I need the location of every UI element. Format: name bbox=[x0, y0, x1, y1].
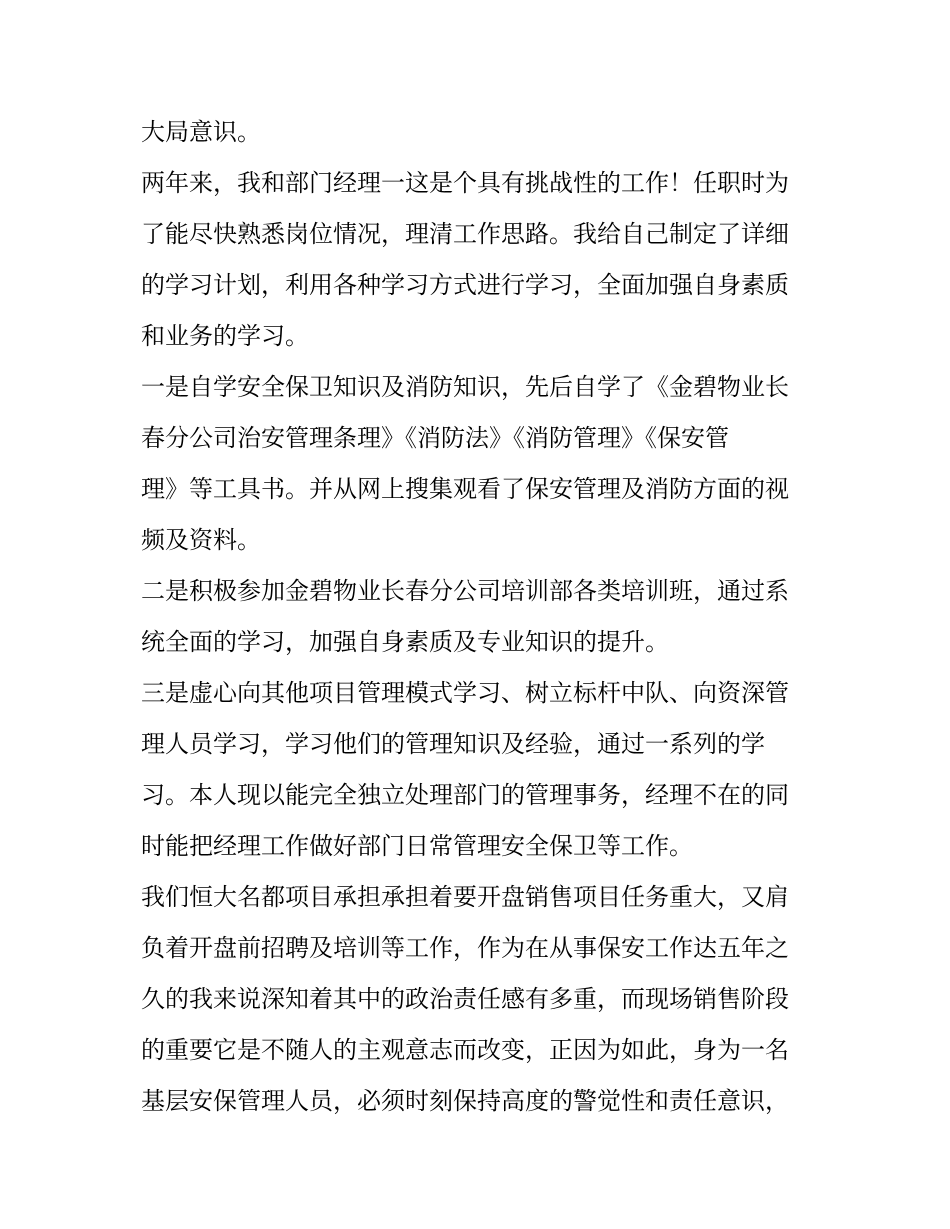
text-line: 理人员学习，学习他们的管理知识及经验，通过一系列的学 bbox=[141, 730, 765, 758]
text-line: 的重要它是不随人的主观意志而改变，正因为如此，身为一名 bbox=[141, 1036, 789, 1064]
text-line: 三是虚心向其他项目管理模式学习、树立标杆中队、向资深管 bbox=[141, 679, 789, 707]
text-line: 理》等工具书。并从网上搜集观看了保安管理及消防方面的视 bbox=[141, 475, 789, 503]
text-line: 习。本人现以能完全独立处理部门的管理事务，经理不在的同 bbox=[141, 781, 789, 809]
text-line: 基层安保管理人员，必须时刻保持高度的警觉性和责任意识， bbox=[141, 1087, 789, 1115]
text-line: 两年来，我和部门经理一这是个具有挑战性的工作！任职时为 bbox=[141, 169, 789, 197]
text-line: 的学习计划，利用各种学习方式进行学习，全面加强自身素质 bbox=[141, 271, 789, 299]
document-body bbox=[141, 107, 816, 1127]
text-line: 和业务的学习。 bbox=[141, 322, 309, 350]
text-line: 久的我来说深知着其中的政治责任感有多重，而现场销售阶段 bbox=[141, 985, 789, 1013]
text-line: 大局意识。 bbox=[141, 118, 261, 146]
text-line: 统全面的学习，加强自身素质及专业知识的提升。 bbox=[141, 628, 669, 656]
text-line: 春分公司治安管理条理》《消防法》《消防管理》《保安管 bbox=[141, 424, 729, 452]
text-line: 了能尽快熟悉岗位情况，理清工作思路。我给自己制定了详细 bbox=[141, 220, 789, 248]
text-line: 时能把经理工作做好部门日常管理安全保卫等工作。 bbox=[141, 832, 693, 860]
text-line: 负着开盘前招聘及培训等工作，作为在从事保安工作达五年之 bbox=[141, 934, 789, 962]
text-line: 我们恒大名都项目承担承担着要开盘销售项目任务重大，又肩 bbox=[141, 883, 789, 911]
text-line: 二是积极参加金碧物业长春分公司培训部各类培训班，通过系 bbox=[141, 577, 789, 605]
text-line: 一是自学安全保卫知识及消防知识，先后自学了《金碧物业长 bbox=[141, 373, 789, 401]
text-line: 频及资料。 bbox=[141, 526, 261, 554]
